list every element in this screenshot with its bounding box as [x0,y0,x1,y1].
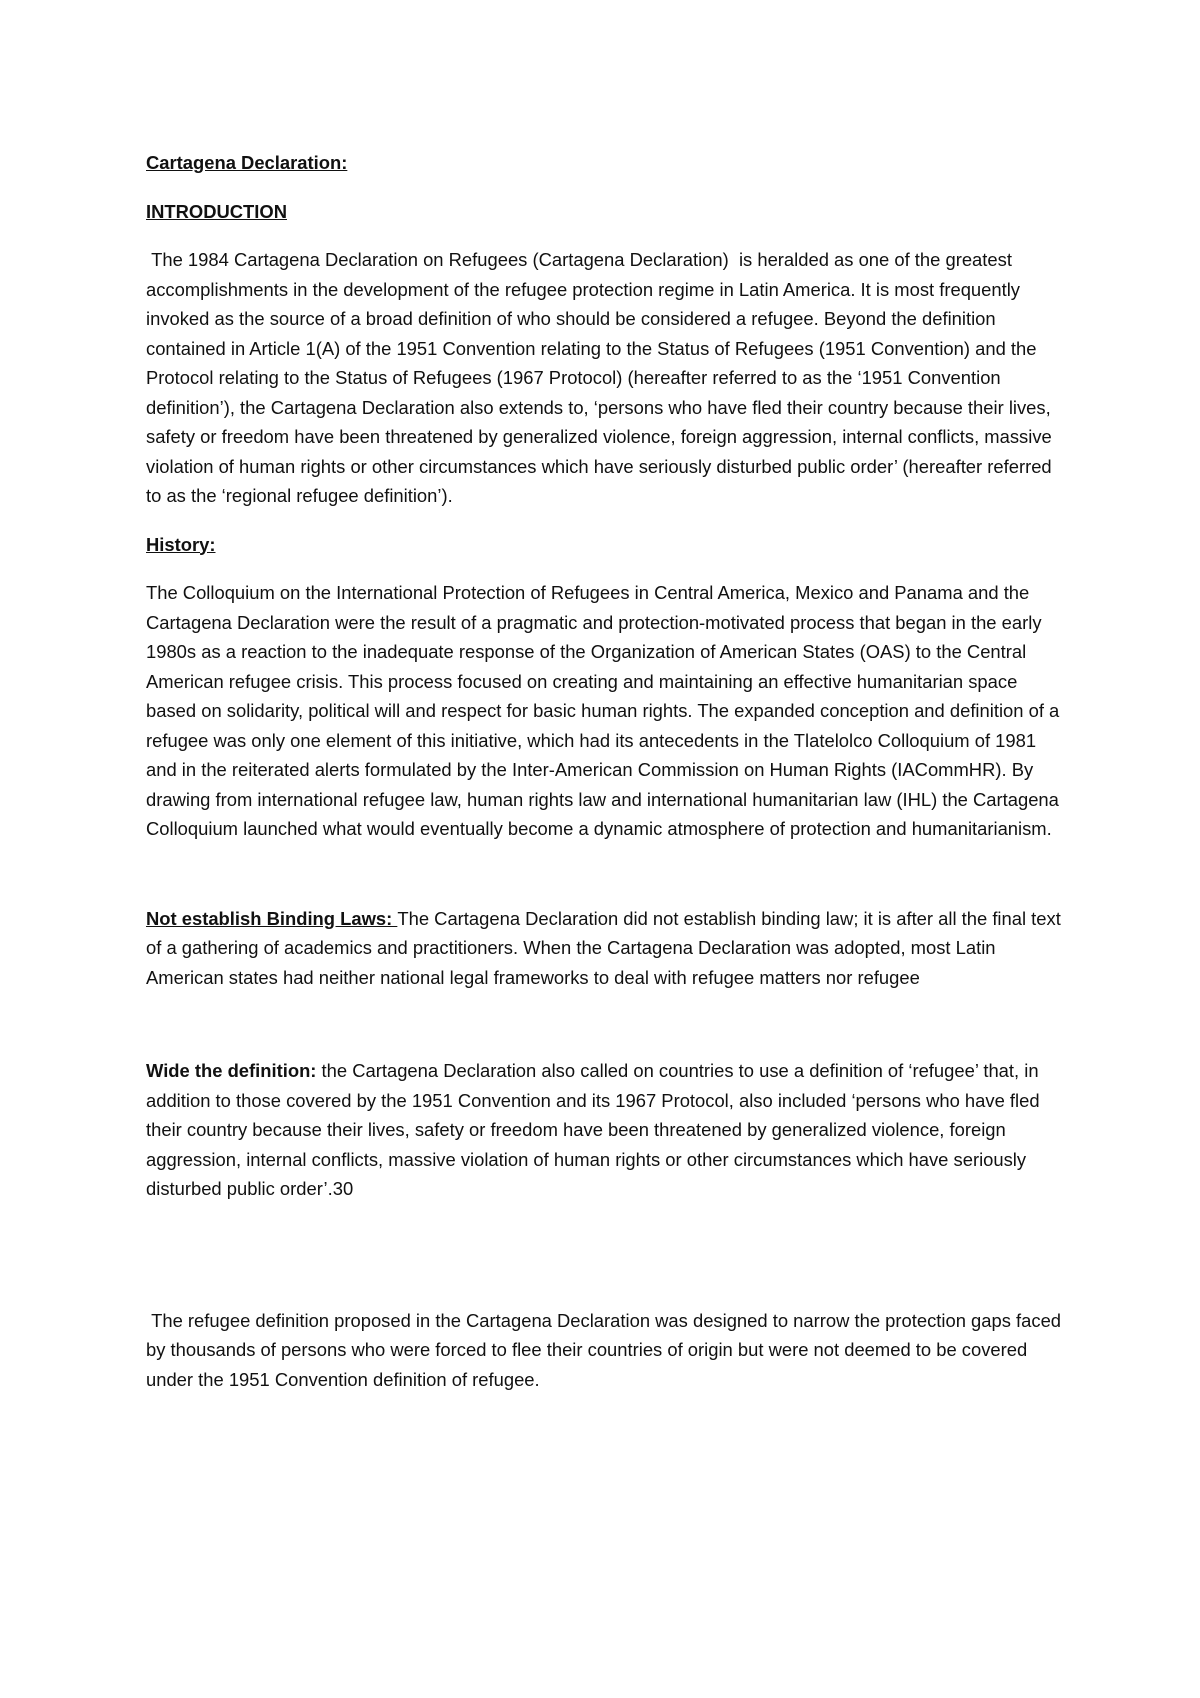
wide-definition-text: the Cartagena Declaration also called on countries to use a definition of ‘refugee’ that, in addition to those covered by the 1951 Convention and its 1967 Protocol, also included ‘persons who have fled their country because their lives, safety or freedom have been threatened by generalized violence, foreign aggression, internal conflicts, massive violation of human rights or other circumstances which have seriously disturbed public order’.30 [146,1060,1040,1199]
history-heading: History: [146,533,216,555]
binding-laws-text: The Cartagena Declaration did not establish binding law; it is after all the final text of a gathering of academics and practitioners. When the Cartagena Declaration was adopted, most Latin American states had neither national legal frameworks to deal with refugee matters nor refugee [146,907,1061,988]
intro-heading: INTRODUCTION [146,200,287,222]
document-title: Cartagena Declaration: [146,152,348,173]
document-page [146,148,1066,1394]
binding-laws-heading: Not establish Binding Laws: [146,907,398,929]
wide-definition-paragraph [146,1056,1066,1204]
binding-laws-paragraph [146,904,1066,993]
intro-paragraph: The 1984 Cartagena Declaration on Refugees (Cartagena Declaration) is heralded as one of the greatest accomplishments in the development of the refugee protection regime in Latin America. It is most frequently invoked as the source of a broad definition of who should be considered a refugee. Beyond the definition contained in Article 1(A) of the 1951 Convention relating to the Status of Refugees (1951 Convention) and the Protocol relating to the Status of Refugees (1967 Protocol) (hereafter referred to as the ‘1951 Convention definition’), the Cartagena Declaration also extends to, ‘persons who have fled their country because their lives, safety or freedom have been threatened by generalized violence, foreign aggression, internal conflicts, massive violation of human rights or other circumstances which have seriously disturbed public order’ (hereafter referred to as the ‘regional refugee definition’). [146,249,1057,506]
wide-definition-heading: Wide the definition: [146,1060,322,1081]
closing-paragraph: The refugee definition proposed in the Cartagena Declaration was designed to narrow the protection gaps faced by thousands of persons who were forced to flee their countries of origin but were not deemed to be covered under the 1951 Convention definition of refugee. [146,1309,1067,1390]
history-paragraph: The Colloquium on the International Protection of Refugees in Central America, Mexico and Panama and the Cartagena Declaration were the result of a pragmatic and protection-motivated process that began in the early 1980s as a reaction to the inadequate response of the Organization of American States (OAS) to the Central American refugee crisis. This process focused on creating and maintaining an effective humanitarian space based on solidarity, political will and respect for basic human rights. The expanded conception and definition of a refugee was only one element of this initiative, which had its antecedents in the Tlatelolco Colloquium of 1981 and in the reiterated alerts formulated by the Inter-American Commission on Human Rights (IACommHR). By drawing from international refugee law, human rights law and international humanitarian law (IHL) the Cartagena Colloquium launched what would eventually become a dynamic atmosphere of protection and humanitarianism. [146,582,1065,839]
